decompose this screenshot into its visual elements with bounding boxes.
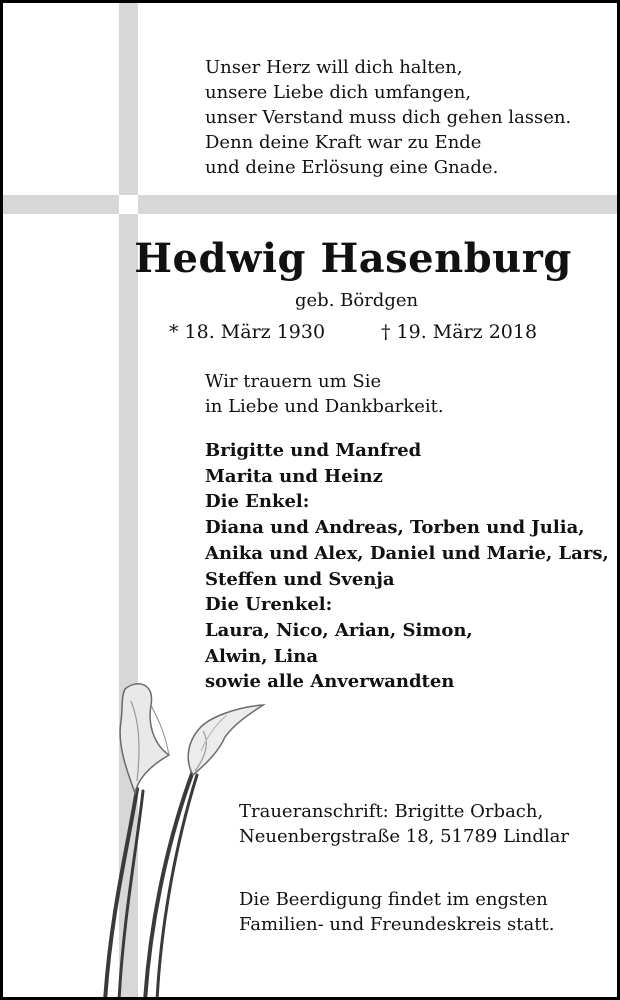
poem-line: und deine Erlösung eine Gnade.	[205, 157, 499, 178]
family-line: Marita und Heinz	[205, 465, 383, 487]
family-line: Die Enkel:	[205, 491, 310, 513]
funeral-line: Familien- und Freundeskreis statt.	[239, 914, 555, 935]
address-line: Neuenbergstraße 18, 51789 Lindlar	[239, 826, 569, 847]
birth-date: * 18. März 1930	[169, 321, 326, 343]
poem-line: Denn deine Kraft war zu Ende	[205, 132, 482, 153]
family-line: Alwin, Lina	[205, 645, 319, 667]
funeral-line: Die Beerdigung findet im engsten	[239, 889, 548, 910]
family-list	[205, 438, 609, 695]
cross-center	[119, 195, 138, 214]
poem-line: unsere Liebe dich umfangen,	[205, 82, 472, 103]
maiden-name: geb. Bördgen	[295, 290, 419, 311]
family-line: Die Urenkel:	[205, 594, 333, 616]
poem-line: unser Verstand muss dich gehen lassen.	[205, 107, 572, 128]
mourning-line: Wir trauern um Sie	[205, 371, 382, 392]
poem-verse	[205, 55, 571, 180]
poem-line: Unser Herz will dich halten,	[205, 57, 463, 78]
death-date: † 19. März 2018	[381, 321, 538, 343]
mourning-statement	[205, 369, 444, 419]
family-line: Steffen und Svenja	[205, 568, 395, 590]
cross-horizontal-bar	[3, 195, 620, 214]
funeral-notice	[239, 887, 554, 937]
family-line: Brigitte und Manfred	[205, 440, 422, 461]
deceased-name: Hedwig Hasenburg	[134, 235, 572, 282]
family-line: sowie alle Anverwandten	[205, 671, 455, 693]
family-line: Anika und Alex, Daniel und Marie, Lars,	[205, 542, 609, 564]
mourning-address	[239, 799, 569, 849]
address-line: Traueranschrift: Brigitte Orbach,	[239, 801, 544, 822]
family-line: Laura, Nico, Arian, Simon,	[205, 619, 473, 641]
family-line: Diana und Andreas, Torben und Julia,	[205, 517, 585, 539]
mourning-line: in Liebe und Dankbarkeit.	[205, 396, 444, 417]
